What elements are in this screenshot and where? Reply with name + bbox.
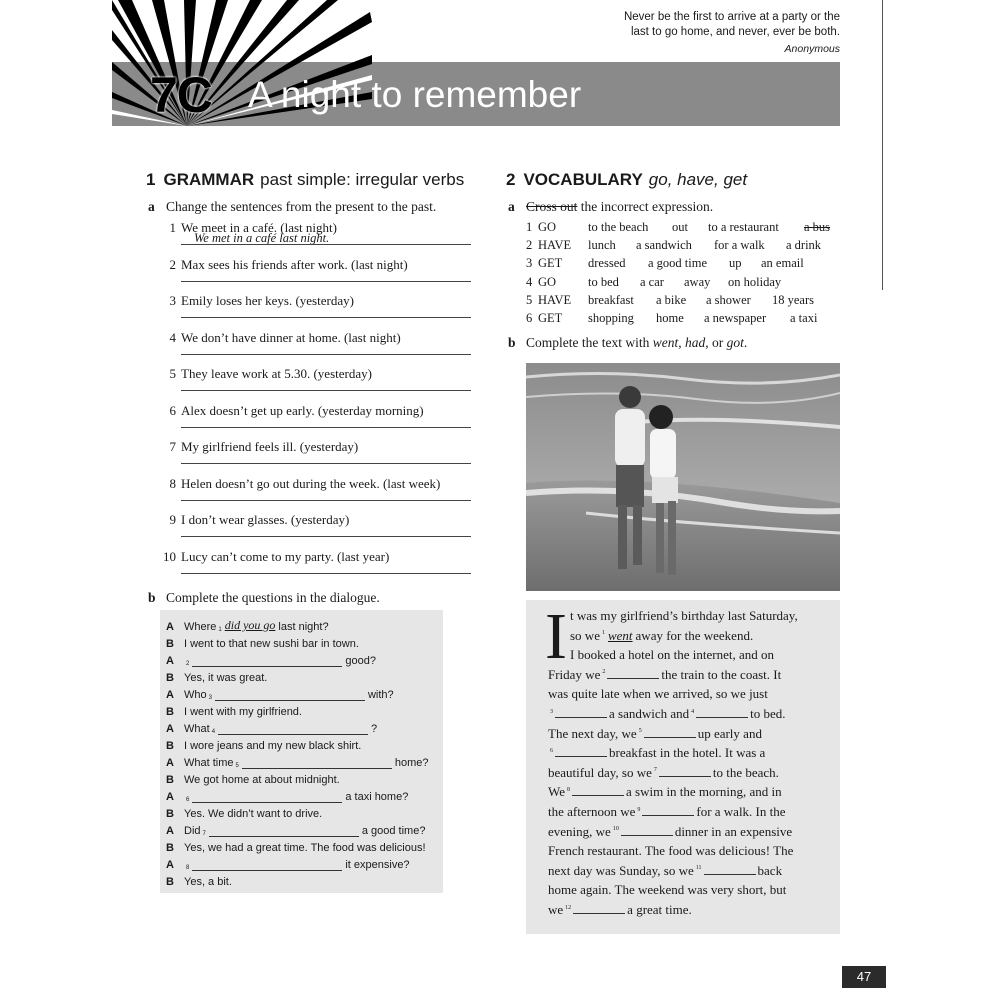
speaker: A xyxy=(166,859,174,871)
story-blank[interactable] xyxy=(573,902,625,914)
story-blank[interactable] xyxy=(696,706,748,718)
dialogue-line xyxy=(166,667,441,684)
speaker: B xyxy=(166,706,174,718)
answer-blank[interactable] xyxy=(192,655,342,667)
story-text-part: to the beach. xyxy=(712,764,779,780)
expression-option[interactable]: on holiday xyxy=(728,274,782,289)
exercise-item xyxy=(158,476,478,513)
item-prompt: Alex doesn’t get up early. (yesterday morning) xyxy=(181,402,424,418)
quote-line-1: Never be the first to arrive at a party or the xyxy=(623,11,840,23)
story-blank[interactable] xyxy=(704,863,756,875)
story-line: the afternoon we $^9$ for a walk. In the xyxy=(548,803,786,819)
story-line: so we $^1$ went away for the weekend. xyxy=(570,627,754,643)
expression-option[interactable]: shopping xyxy=(588,310,634,325)
item-prompt: They leave work at 5.30. (yesterday) xyxy=(181,366,372,381)
item-prompt: We don’t have dinner at home. (last night) xyxy=(181,329,401,345)
vocabulary-table xyxy=(526,220,836,329)
line-text: I wore jeans and my new black shirt. xyxy=(184,740,362,752)
word-option: had xyxy=(684,335,706,350)
expression-option[interactable]: 18 years xyxy=(772,292,814,307)
grammar-b-instruction-row xyxy=(148,590,380,606)
answer-line[interactable] xyxy=(181,354,471,355)
page-title: A night to remember xyxy=(248,74,582,115)
story-text-part: Friday we xyxy=(548,666,601,682)
answer-line[interactable] xyxy=(181,244,471,245)
story-text-part: the train to the coast. It xyxy=(661,666,782,682)
story-text-part: beautiful day, so we xyxy=(548,764,652,780)
grammar-section-number: 1 xyxy=(146,170,156,189)
item-number: 5 xyxy=(169,366,176,381)
row-verb: GO xyxy=(538,274,557,289)
gap-number: 5 xyxy=(235,763,239,769)
expression-option[interactable]: lunch xyxy=(588,238,616,253)
story-line: home again. The weekend was very short, but xyxy=(548,882,787,898)
expression-option[interactable]: to bed xyxy=(588,274,619,289)
vocabulary-keyword: VOCABULARY xyxy=(523,170,643,189)
speaker: B xyxy=(166,638,174,650)
expression-option[interactable]: a good time xyxy=(648,256,708,271)
line-text: Yes, a bit. xyxy=(184,876,232,888)
speaker: B xyxy=(166,672,174,684)
item-number: 6 xyxy=(169,402,176,418)
speaker: A xyxy=(166,757,174,769)
expression-option[interactable]: away xyxy=(684,274,711,289)
story-blank[interactable] xyxy=(555,745,607,757)
story-line: evening, we $^{10}$ dinner in an expensive xyxy=(548,823,793,839)
story-blank[interactable] xyxy=(644,726,696,738)
expression-option[interactable]: to a restaurant xyxy=(708,220,779,234)
story-text-part: We xyxy=(548,784,565,800)
item-number: 8 xyxy=(169,475,176,491)
exercise-item xyxy=(158,549,478,586)
answer-blank[interactable] xyxy=(242,757,392,769)
grammar-a-instruction-row xyxy=(148,199,436,215)
grammar-subtitle: past simple: irregular verbs xyxy=(260,170,465,189)
line-text: What xyxy=(184,723,210,735)
word-or: or xyxy=(711,335,724,350)
item-number: 2 xyxy=(169,256,176,272)
word-option: went xyxy=(652,335,679,350)
exercise-item xyxy=(158,403,478,440)
right-margin-rule xyxy=(882,0,883,290)
row-number: 5 xyxy=(526,292,533,307)
story-text-part: we xyxy=(548,901,564,917)
answer-line[interactable] xyxy=(181,573,471,574)
speaker: A xyxy=(166,655,174,667)
speaker: B xyxy=(166,808,174,820)
story-text-part: a swim in the morning, and in xyxy=(626,784,782,800)
answer-line[interactable] xyxy=(181,500,471,501)
epigraph-quote xyxy=(560,10,840,57)
story-blank[interactable] xyxy=(555,706,607,718)
item-prompt: I don’t wear glasses. (yesterday) xyxy=(181,512,350,527)
answer-blank[interactable] xyxy=(218,723,368,735)
answer-blank[interactable] xyxy=(192,791,342,803)
speaker: A xyxy=(166,825,174,837)
item-prompt: Emily loses her keys. (yesterday) xyxy=(181,293,354,308)
row-verb: GET xyxy=(538,310,563,325)
quote-author: Anonymous xyxy=(784,43,840,55)
line-text: last night? xyxy=(278,621,329,633)
vocabulary-row xyxy=(526,256,836,274)
vocabulary-row xyxy=(526,275,836,293)
story-text-part: a great time. xyxy=(627,901,692,917)
line-text: Where xyxy=(184,621,217,633)
exercise-item xyxy=(158,439,478,476)
speaker: A xyxy=(166,723,174,735)
row-number: 4 xyxy=(526,274,533,289)
row-verb: GET xyxy=(538,256,563,271)
story-text-part: next day was Sunday, so we xyxy=(548,862,694,878)
story-blank[interactable] xyxy=(572,784,624,796)
gap-number: 3 xyxy=(208,695,212,701)
dialogue-line xyxy=(166,752,441,769)
item-number: 7 xyxy=(169,439,176,454)
line-text: good? xyxy=(345,655,376,667)
story-line: I booked a hotel on the internet, and on xyxy=(570,647,774,663)
expression-option[interactable]: for a walk xyxy=(714,238,765,253)
expression-option[interactable]: home xyxy=(656,310,684,325)
line-text: Yes, it was great. xyxy=(184,672,268,684)
dialogue-line xyxy=(166,633,441,650)
line-text: with? xyxy=(367,689,394,701)
story-blank[interactable] xyxy=(607,667,659,679)
gap-number: 1 xyxy=(218,627,222,633)
gap-number: 2 xyxy=(186,661,190,667)
grammar-exercise-a-list xyxy=(158,220,478,585)
expression-option[interactable]: up xyxy=(729,256,742,271)
example-fill: did you go xyxy=(224,618,276,632)
page-number: 47 xyxy=(842,966,886,988)
expression-option[interactable]: a sandwich xyxy=(636,238,692,253)
line-text: home? xyxy=(394,757,429,769)
gap-number: 7 xyxy=(202,831,206,837)
line-text: it expensive? xyxy=(345,859,410,871)
story-example-fill: went xyxy=(607,627,633,643)
story-text-part: back xyxy=(757,862,783,878)
story-text-part: dinner in an expensive xyxy=(674,823,793,839)
exercise-item xyxy=(158,257,478,294)
line-text: ? xyxy=(371,723,378,735)
vocabulary-a-letter: a xyxy=(508,199,515,214)
row-number: 6 xyxy=(526,310,533,325)
item-prompt: We meet in a café. (last night) xyxy=(181,220,337,235)
story-text-part: a sandwich and xyxy=(609,705,690,721)
word-option: got xyxy=(726,335,744,350)
beach-couple-photo xyxy=(526,363,840,591)
expression-option[interactable]: breakfast xyxy=(588,292,634,307)
vocabulary-row xyxy=(526,220,836,238)
story-line: Friday we $^2$ the train to the coast. It xyxy=(548,666,782,682)
exercise-item xyxy=(158,293,478,330)
dialogue-line xyxy=(166,837,441,854)
line-text: We got home at about midnight. xyxy=(184,774,340,786)
item-example-answer: We met in a café last night. xyxy=(194,231,330,245)
expression-option[interactable]: a drink xyxy=(786,238,822,253)
line-text: a taxi home? xyxy=(345,791,409,803)
story-text-part: the afternoon we xyxy=(548,803,636,819)
dialogue-line xyxy=(166,854,441,871)
dialogue-line xyxy=(166,871,441,888)
speaker: A xyxy=(166,791,174,803)
line-text: Yes, we had a great time. The food was delicious! xyxy=(184,842,426,854)
story-text xyxy=(548,608,838,922)
story-blank[interactable] xyxy=(621,824,673,836)
answer-line[interactable] xyxy=(181,463,471,464)
line-text: What time xyxy=(184,757,234,769)
grammar-keyword: GRAMMAR xyxy=(163,170,255,189)
line-text: Who xyxy=(184,689,207,701)
dialogue-line xyxy=(166,769,441,786)
dialogue-line xyxy=(166,701,441,718)
vocabulary-b-letter: b xyxy=(508,335,516,350)
line-text: Yes. We didn’t want to drive. xyxy=(184,808,323,820)
dialogue-line xyxy=(166,616,441,633)
answer-line[interactable] xyxy=(181,390,471,391)
expression-option[interactable]: dressed xyxy=(588,256,626,271)
dialogue-line xyxy=(166,650,441,667)
grammar-a-instruction: Change the sentences from the present to the past. xyxy=(166,199,437,214)
story-text-part: away for the weekend. xyxy=(635,627,754,643)
answer-line[interactable] xyxy=(181,281,471,282)
gap-number: 8 xyxy=(186,865,190,871)
dialogue-line xyxy=(166,684,441,701)
row-number: 2 xyxy=(526,238,533,253)
answer-line[interactable] xyxy=(181,427,471,428)
vocabulary-b-instruction: Complete the text with xyxy=(526,335,650,350)
expression-option[interactable]: a taxi xyxy=(790,310,818,325)
row-number: 1 xyxy=(526,220,533,234)
story-line: beautiful day, so we $^7$ to the beach. xyxy=(548,764,779,780)
vocabulary-heading xyxy=(506,170,747,190)
line-text: Did xyxy=(184,825,201,837)
drop-cap: I xyxy=(545,600,567,673)
vocabulary-section-number: 2 xyxy=(506,170,516,189)
item-prompt: Helen doesn’t go out during the week. (last week) xyxy=(181,475,441,491)
story-blank[interactable] xyxy=(659,765,711,777)
expression-option[interactable]: to the beach xyxy=(588,220,649,234)
item-number: 9 xyxy=(169,512,176,527)
expression-option[interactable]: a newspaper xyxy=(704,310,767,325)
exercise-item xyxy=(158,366,478,403)
item-prompt: Max sees his friends after work. (last night) xyxy=(181,256,408,272)
line-text: a good time? xyxy=(361,825,426,837)
grammar-heading xyxy=(146,170,464,190)
story-text-part: so we xyxy=(570,627,600,643)
vocabulary-a-instruction: the incorrect expression. xyxy=(580,199,714,214)
dialogue-line xyxy=(166,786,441,803)
speaker: B xyxy=(166,740,174,752)
answer-line[interactable] xyxy=(181,536,471,537)
answer-line[interactable] xyxy=(181,317,471,318)
grammar-b-letter: b xyxy=(148,590,156,605)
answer-blank[interactable] xyxy=(215,689,365,701)
row-number: 3 xyxy=(526,256,533,271)
item-prompt: Lucy can’t come to my party. (last year) xyxy=(181,548,390,564)
exercise-item xyxy=(158,512,478,549)
quote-line-2: last to go home, and never, ever be both. xyxy=(630,26,840,38)
vocabulary-row xyxy=(526,293,836,311)
story-text-part: evening, we xyxy=(548,823,611,839)
speaker: B xyxy=(166,842,174,854)
vocabulary-subtitle: go, have, get xyxy=(648,170,748,189)
item-number: 1 xyxy=(169,220,176,235)
expression-option-crossed[interactable]: a bus xyxy=(804,220,831,234)
gap-number: 6 xyxy=(186,797,190,803)
item-number: 4 xyxy=(169,329,176,345)
speaker: A xyxy=(166,621,174,633)
expression-option[interactable]: a car xyxy=(640,274,664,289)
expression-option[interactable]: a bike xyxy=(656,292,687,307)
dialogue-line xyxy=(166,820,441,837)
story-line: t was my girlfriend’s birthday last Saturday, xyxy=(570,608,798,623)
row-verb: HAVE xyxy=(538,238,572,253)
vocabulary-b-instruction-row: b Complete the text with went, had, or got. xyxy=(508,335,748,350)
exercise-item xyxy=(158,330,478,367)
story-text-part: to bed. xyxy=(750,705,786,721)
dialogue-line xyxy=(166,803,441,820)
answer-blank[interactable] xyxy=(209,825,359,837)
dialogue-line xyxy=(166,718,441,735)
story-line: was quite late when we arrived, so we just xyxy=(548,686,768,702)
story-line: $^3$ a sandwich and $^4$ to bed. xyxy=(550,705,786,721)
story-text-part: up early and xyxy=(697,725,762,741)
story-text-part: The next day, we xyxy=(548,725,637,741)
dialogue xyxy=(166,616,441,888)
line-text: I went with my girlfriend. xyxy=(184,706,302,718)
speaker: A xyxy=(166,689,174,701)
grammar-b-instruction: Complete the questions in the dialogue. xyxy=(166,590,380,605)
expression-option[interactable]: a shower xyxy=(706,292,751,307)
cross-out-example: Cross out xyxy=(526,199,578,214)
story-line: The next day, we $^5$ up early and xyxy=(548,725,762,741)
story-text-part: breakfast in the hotel. It was a xyxy=(609,745,766,761)
item-number: 3 xyxy=(169,293,176,308)
item-number: 10 xyxy=(163,548,176,564)
story-line: we $^{12}$ a great time. xyxy=(548,901,692,917)
item-prompt: My girlfriend feels ill. (yesterday) xyxy=(181,439,359,454)
grammar-a-letter: a xyxy=(148,199,155,214)
vocabulary-row xyxy=(526,238,836,256)
speaker: B xyxy=(166,876,174,888)
vocabulary-a-instruction-row xyxy=(508,199,713,215)
unit-number: 7C xyxy=(150,67,212,123)
expression-option[interactable]: an email xyxy=(761,256,804,271)
answer-blank[interactable] xyxy=(192,859,342,871)
story-text-part: for a walk. In the xyxy=(696,803,786,819)
expression-option[interactable]: out xyxy=(672,220,688,234)
exercise-item xyxy=(158,220,478,257)
story-line: We $^8$ a swim in the morning, and in xyxy=(548,784,782,800)
gap-number: 4 xyxy=(211,729,216,735)
story-line: $^6$ breakfast in the hotel. It was a xyxy=(550,745,766,761)
story-blank[interactable] xyxy=(642,804,694,816)
story-line: French restaurant. The food was delicious! The xyxy=(548,843,794,859)
speaker: B xyxy=(166,774,174,786)
line-text: I went to that new sushi bar in town. xyxy=(184,638,359,650)
row-verb: GO xyxy=(538,220,557,234)
dialogue-line xyxy=(166,735,441,752)
vocabulary-row xyxy=(526,311,836,329)
row-verb: HAVE xyxy=(538,292,572,307)
story-line: next day was Sunday, so we $^{11}$ back xyxy=(548,862,783,878)
